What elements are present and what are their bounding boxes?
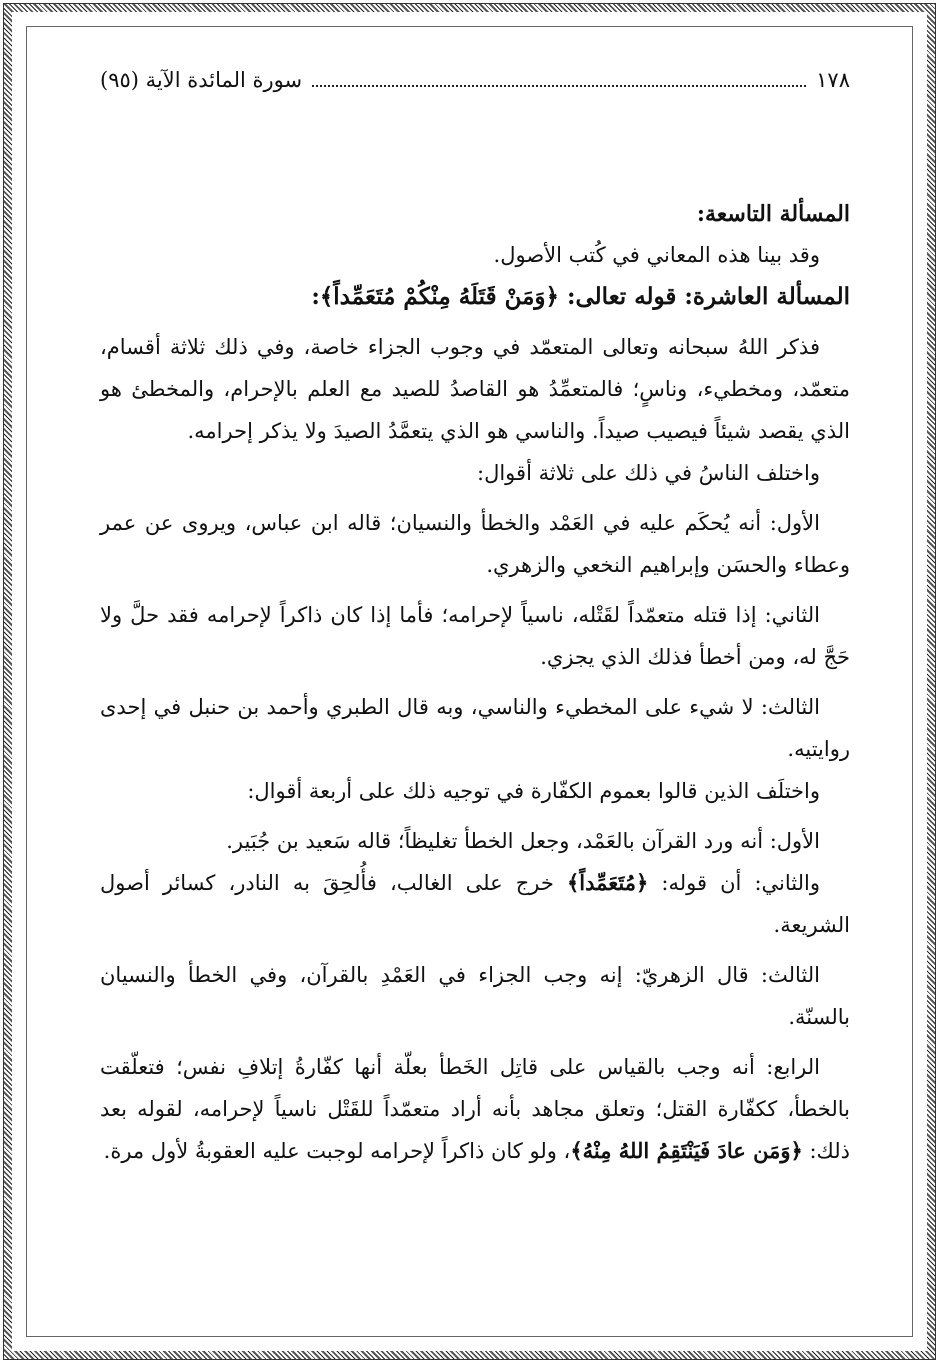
paragraph: الثالث: قال الزهريّ: إنه وجب الجزاء في العَمْدِ بالقرآن، وفي الخطأ والنسيان بالسنّة.: [100, 963, 850, 1029]
paragraph: الأول: أنه يُحكَم عليه في العَمْد والخطأ والنسيان؛ قاله ابن عباس، ويروى عن عمر وعطاء والحسَن وإبراهيم النخعي والزهري.: [100, 511, 850, 577]
paragraph: واختلَف الذين قالوا بعموم الكفّارة في توجيه ذلك على أربعة أقوال:: [247, 779, 820, 803]
dot-leader: [312, 84, 806, 87]
paragraph: الثالث: لا شيء على المخطيء والناسي، وبه قال الطبري وأحمد بن حنبل في إحدى روايتيه.: [100, 695, 850, 761]
paragraph-text: الرابع: أنه وجب بالقياس على قاتِل الخَطأ بعلّة أنها كفّارةُ إتلافِ نفس؛ فتعلّقت بالخطأ، ككفّارة القتل؛ وتعلق مجاهد بأنه أراد متعمّداً للقَتْل ناسياً لإحرامه، لقوله بعد ذلك:: [100, 1055, 850, 1163]
paragraph: واختلف الناسُ في ذلك على ثلاثة أقوال:: [477, 461, 820, 485]
section-heading-10: [100, 276, 850, 318]
page-body: [100, 68, 850, 1172]
paragraph-text: والثاني: أن قوله:: [661, 871, 820, 895]
running-title: سورة المائدة الآية (٩٥): [100, 68, 303, 92]
paragraph: [100, 862, 850, 946]
paragraph-text: خرج على الغالب، فأُلحِقَ به النادر، كسائر أصول الشريعة.: [100, 871, 850, 937]
quran-quote: ﴿وَمَنْ قَتَلَهُ مِنْكُمْ مُتَعَمِّداً﴾:: [311, 283, 559, 310]
paragraph: الأول: أنه ورد القرآن بالعَمْد، وجعل الخطأ تغليظاً؛ قاله سَعيد بن جُبَير.: [226, 829, 820, 853]
section-heading-9: المسألة التاسعة:: [696, 201, 850, 227]
heading-prefix: المسألة العاشرة: قوله تعالى:: [567, 283, 850, 310]
quran-quote: ﴿مُتَعَمِّداً﴾: [566, 870, 649, 895]
running-head: [100, 68, 850, 104]
paragraph-text: ، ولو كان ذاكراً لإحرامه لوجبت عليه العقوبةُ لأول مرة.: [103, 1139, 571, 1163]
paragraph: الثاني: إذا قتله متعمّداً لقَتْله، ناسياً لإحرامه؛ فأما إذا كان ذاكراً لإحرامه فقد حلَّ ولا حَجَّ له، ومن أخطأ فذلك الذي يجزي.: [100, 603, 850, 669]
quran-quote: ﴿وَمَن عادَ فَيَنْتَقِمُ اللهُ مِنْهُ﴾: [570, 1138, 803, 1163]
page-number: ١٧٨: [816, 68, 850, 92]
paragraph: وقد بينا هذه المعاني في كُتب الأصول.: [493, 243, 820, 267]
paragraph: فذكر اللهُ سبحانه وتعالى المتعمّد في وجوب الجزاء خاصة، وفي ذلك ثلاثة أقسام، متعمّد، ومخطيء، وناسٍ؛ فالمتعمِّدُ هو القاصدُ للصيد مع العلم بالإحرام، والمخطئ هو الذي يقصد شيئاً فيصيب صيداً. والناسي هو الذي يتعمَّدُ الصيدَ ولا يذكر إحرامه.: [100, 335, 850, 443]
paragraph: [100, 1046, 850, 1172]
